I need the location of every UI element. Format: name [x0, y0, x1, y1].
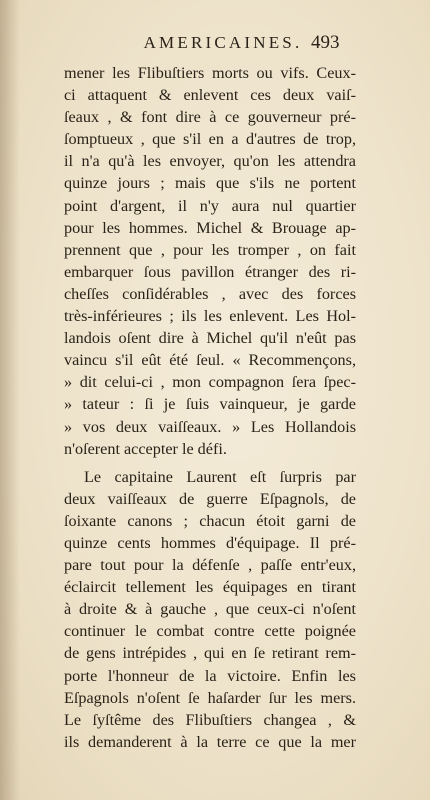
text-line: deux vaiſſeaux de guerre Eſpagnols, de [64, 489, 356, 508]
text-line: prennent que , pour les tromper , on fait [64, 240, 356, 259]
text-line: éclaircit tellement les équipages en tirant [64, 578, 356, 597]
text-line: n'oſerent accepter le défi. [64, 439, 227, 458]
text-line: » vos deux vaiſſeaux. » Les Hollandois [64, 417, 356, 436]
text-line: Le capitaine Laurent eſt ſurpris par [84, 467, 356, 486]
text-line: cheſſes conſidérables , avec des forces [64, 284, 356, 303]
body-text [64, 62, 356, 753]
text-line: Le ſyſtême des Flibuſtiers changea , & [64, 710, 356, 729]
text-line: embarquer ſous pavillon étranger des ri- [64, 262, 356, 281]
text-line: de gens intrépides , qui en ſe retirant rem- [64, 644, 356, 663]
text-line: ils demanderent à la terre ce que la mer [64, 732, 356, 751]
text-line: pour les hommes. Michel & Brouage ap- [64, 218, 356, 237]
text-line: Eſpagnols n'oſent ſe haſarder ſur les mers. [64, 688, 356, 707]
text-line: vaincu s'il eût été ſeul. « Recommençons, [64, 351, 356, 370]
text-line: mener les Flibuſtiers morts ou vifs. Ceux- [64, 64, 356, 82]
page-number: 493 [311, 32, 340, 53]
running-head: AMERICAINES. [143, 33, 303, 52]
text-line: landois oſent dire à Michel qu'il n'eût pas [64, 329, 356, 348]
text-line: continuer le combat contre cette poignée [64, 622, 356, 641]
text-line: très-inférieures ; ils les enlevent. Les Hol- [64, 307, 356, 326]
gutter-shadow [0, 0, 20, 800]
paragraph-1 [64, 62, 356, 460]
text-line: quinze cents hommes d'équipage. Il pré- [64, 533, 356, 552]
text-line: » tateur : ſi je ſuis vainqueur, je garde [64, 395, 356, 414]
text-line: porte l'honneur de la victoire. Enfin les [64, 666, 356, 685]
text-line: » dit celui-ci , mon compagnon ſera ſpec- [64, 373, 356, 392]
paragraph-2 [64, 466, 356, 753]
text-line: à droite & à gauche , que ceux-ci n'oſent [64, 600, 356, 619]
text-line: il n'a qu'à les envoyer, qu'on les attendra [64, 152, 356, 171]
text-line: pare tout pour la défenſe , paſſe entr'eux, [64, 556, 356, 575]
text-line: ſeaux , & font dire à ce gouverneur pré- [64, 108, 356, 127]
text-line: point d'argent, il n'y aura nul quartier [64, 196, 356, 215]
text-line: ſomptueux , que s'il en a d'autres de trop, [64, 130, 356, 149]
text-line: quinze jours ; mais que s'ils ne portent [64, 174, 356, 193]
text-line: ci attaquent & enlevent ces deux vaiſ- [64, 86, 356, 105]
text-line: ſoixante canons ; chacun étoit garni de [64, 511, 356, 530]
